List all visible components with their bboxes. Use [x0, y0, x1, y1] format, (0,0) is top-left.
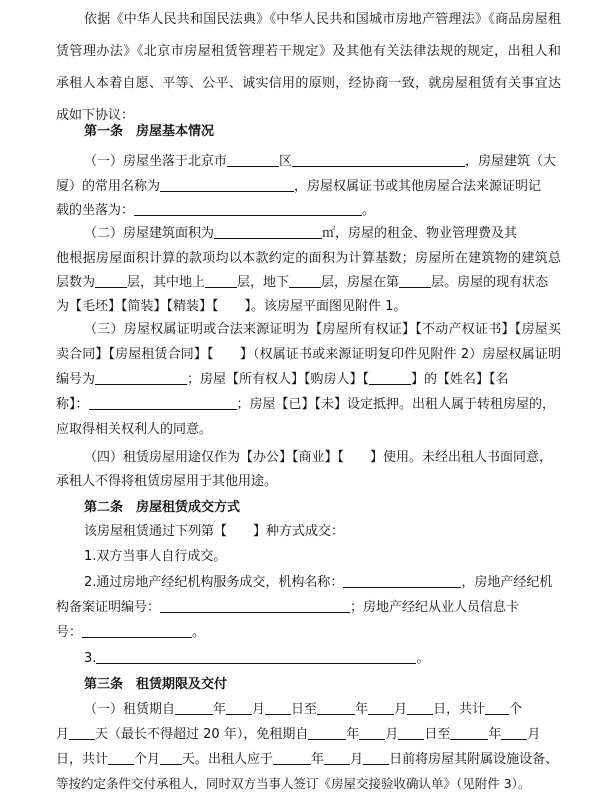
- blank-delivery-year[interactable]: [273, 749, 311, 765]
- text: 年: [311, 752, 325, 767]
- text: 年: [355, 702, 369, 717]
- text: 月: [56, 727, 70, 742]
- a1-p1-line-1: [56, 150, 561, 174]
- article-2-title: 第二条 房屋租赁成交方式: [84, 500, 241, 515]
- text: 2.通过房地产经纪机构服务成交，机构名称：: [84, 575, 344, 590]
- blank-delivery-day[interactable]: [363, 749, 389, 765]
- blank-term-months[interactable]: [485, 699, 509, 715]
- blank-total-floors[interactable]: [95, 272, 127, 288]
- blank-other-method[interactable]: [96, 648, 416, 664]
- text: 层数为: [56, 275, 96, 290]
- blank-other-role[interactable]: [369, 369, 411, 385]
- text: 。: [192, 625, 206, 640]
- blank-district[interactable]: [227, 151, 279, 167]
- a1-p3-line-2: 卖合同】【房屋租赁合同】【 】（权属证书或来源证明复印件见附件 2）房屋权属证明: [56, 347, 561, 362]
- text: （一）租赁期自: [84, 702, 176, 717]
- text: 编号为: [56, 372, 96, 387]
- a3-line-1: [56, 698, 561, 722]
- a1-p2-line-2: 他根据房屋面积计算的款项均以本款约定的面积为计算基数；房屋所在建筑物的建筑总: [56, 251, 561, 266]
- text: 载的坐落为：: [56, 203, 135, 218]
- text: 天（最长不得超过 20 年），免租期自: [95, 727, 309, 742]
- blank-delivery-month[interactable]: [324, 749, 350, 765]
- a2-line-1: 该房屋租赁通过下列第【 】种方式成交：: [84, 524, 345, 539]
- blank-end-day[interactable]: [407, 699, 433, 715]
- blank-agency-name[interactable]: [343, 572, 461, 588]
- a1-p3-line-5: 应取得相关权利人的同意。: [56, 422, 213, 437]
- a3-line-2: [56, 723, 561, 747]
- text: 月: [350, 752, 364, 767]
- text: 区: [279, 154, 293, 169]
- text: ，房地产经纪机: [461, 575, 553, 590]
- text: 日，共计: [56, 752, 109, 767]
- text: ，房屋建筑（大: [465, 154, 557, 169]
- blank-free-start-day[interactable]: [398, 724, 424, 740]
- text: 年: [213, 702, 227, 717]
- text: ㎡，房屋的租金、物业管理费及其: [322, 226, 518, 241]
- text: 日前将房屋其附属设施设备、: [389, 752, 559, 767]
- text: 层，房屋在第: [321, 275, 400, 290]
- intro-line-2: 赁管理办法》《北京市房屋租赁管理若干规定》及其他有关法律法规的规定，出租人和: [56, 44, 561, 59]
- a2-item-2-line-3: [56, 621, 561, 645]
- text: 层。房屋的现有状态: [431, 275, 549, 290]
- text: 】的【姓名】【名: [411, 372, 509, 387]
- text: 。: [362, 203, 376, 218]
- text: 月: [385, 727, 399, 742]
- text: 天。出租人应于: [182, 752, 274, 767]
- blank-floor-number[interactable]: [399, 272, 431, 288]
- text: ；房屋【已】【未】设定抵押。出租人属于转租房屋的，: [236, 397, 556, 412]
- a2-item-2-line-1: [56, 571, 561, 595]
- blank-start-month[interactable]: [226, 699, 252, 715]
- text: （一）房屋坐落于北京市: [84, 154, 228, 169]
- a1-p3-line-3: [56, 368, 561, 392]
- blank-free-end-month[interactable]: [501, 724, 527, 740]
- text: 号：: [56, 625, 83, 640]
- blank-free-start-month[interactable]: [359, 724, 385, 740]
- text: 个月: [134, 752, 161, 767]
- a1-p2-line-1: [56, 222, 561, 246]
- blank-end-month[interactable]: [368, 699, 394, 715]
- a3-line-3: [56, 748, 561, 772]
- a2-item-1: 1.双方当事人自行成交。: [84, 549, 227, 564]
- blank-free-start-year[interactable]: [308, 724, 346, 740]
- intro-line-1: 依据《中华人民共和国民法典》《中华人民共和国城市房地产管理法》《商品房屋租: [84, 12, 561, 27]
- blank-agent-card-number[interactable]: [82, 622, 192, 638]
- a1-p3-line-4: [56, 393, 561, 417]
- text: 称】：: [56, 397, 89, 412]
- text: 3.: [84, 651, 97, 666]
- text: 日至: [291, 702, 318, 717]
- text: ，房屋权属证书或其他房屋合法来源证明记: [294, 179, 542, 194]
- text: 月: [527, 727, 541, 742]
- text: 日，共计: [433, 702, 486, 717]
- a3-line-4: 等按约定条件交付承租人，同时双方当事人签订《房屋交接验收确认单》（见附件 3）。: [56, 776, 531, 791]
- text: 日至: [424, 727, 451, 742]
- a1-p3-line-1: （三）房屋权属证明或合法来源证明为【房屋所有权证】【不动产权证书】【房屋买: [84, 322, 561, 337]
- blank-free-months[interactable]: [108, 749, 134, 765]
- a2-item-3: [56, 647, 561, 671]
- text: 年: [488, 727, 502, 742]
- a1-p1-line-2: [56, 175, 561, 199]
- text: 月: [394, 702, 408, 717]
- text: 月: [252, 702, 266, 717]
- text: ；房屋【所有权人】【购房人】【: [187, 372, 370, 387]
- a1-p2-line-3: [56, 271, 561, 295]
- text: 层，地下: [237, 275, 290, 290]
- text: 层，其中地上: [127, 275, 206, 290]
- a1-p2-line-4: 为【毛坯】【简装】【精装】【 】。该房屋平面图见附件 1。: [56, 299, 407, 314]
- blank-address[interactable]: [292, 151, 465, 167]
- blank-building-name[interactable]: [160, 176, 294, 192]
- intro-line-3: 承租人本着自愿、平等、公平、诚实信用的原则，经协商一致，就房屋租赁有关事宜达: [56, 76, 561, 91]
- blank-start-day[interactable]: [265, 699, 291, 715]
- a1-p4-line-1: （四）租赁房屋用途仅作为【办公】【商业】【 】使用。未经出租人书面同意，: [84, 450, 553, 465]
- a1-p4-line-2: 承租人不得将租赁房屋用于其他用途。: [56, 474, 278, 489]
- blank-owner-name[interactable]: [89, 394, 237, 410]
- blank-agency-record-number[interactable]: [160, 597, 350, 613]
- a1-p1-line-3: [56, 199, 561, 223]
- blank-term-days[interactable]: [69, 724, 95, 740]
- blank-free-days[interactable]: [160, 749, 182, 765]
- article-3-title: 第三条 租赁期限及交付: [84, 677, 228, 692]
- blank-registered-location[interactable]: [134, 200, 362, 216]
- blank-end-year[interactable]: [317, 699, 355, 715]
- blank-certificate-number[interactable]: [95, 369, 187, 385]
- text: 。: [416, 651, 430, 666]
- intro-line-4: 成如下协议：: [56, 108, 135, 123]
- blank-above-floors[interactable]: [205, 272, 237, 288]
- blank-start-year[interactable]: [175, 699, 213, 715]
- blank-free-end-year[interactable]: [450, 724, 488, 740]
- text: 构备案证明编号：: [56, 600, 161, 615]
- text: 年: [346, 727, 360, 742]
- blank-below-floors[interactable]: [289, 272, 321, 288]
- text: 个: [509, 702, 523, 717]
- text: （二）房屋建筑面积为: [84, 226, 215, 241]
- blank-area[interactable]: [214, 223, 322, 239]
- a2-item-2-line-2: [56, 596, 561, 620]
- text: 厦）的常用名称为: [56, 179, 161, 194]
- text: ；房地产经纪从业人员信息卡: [350, 600, 520, 615]
- article-1-title: 第一条 房屋基本情况: [84, 124, 215, 139]
